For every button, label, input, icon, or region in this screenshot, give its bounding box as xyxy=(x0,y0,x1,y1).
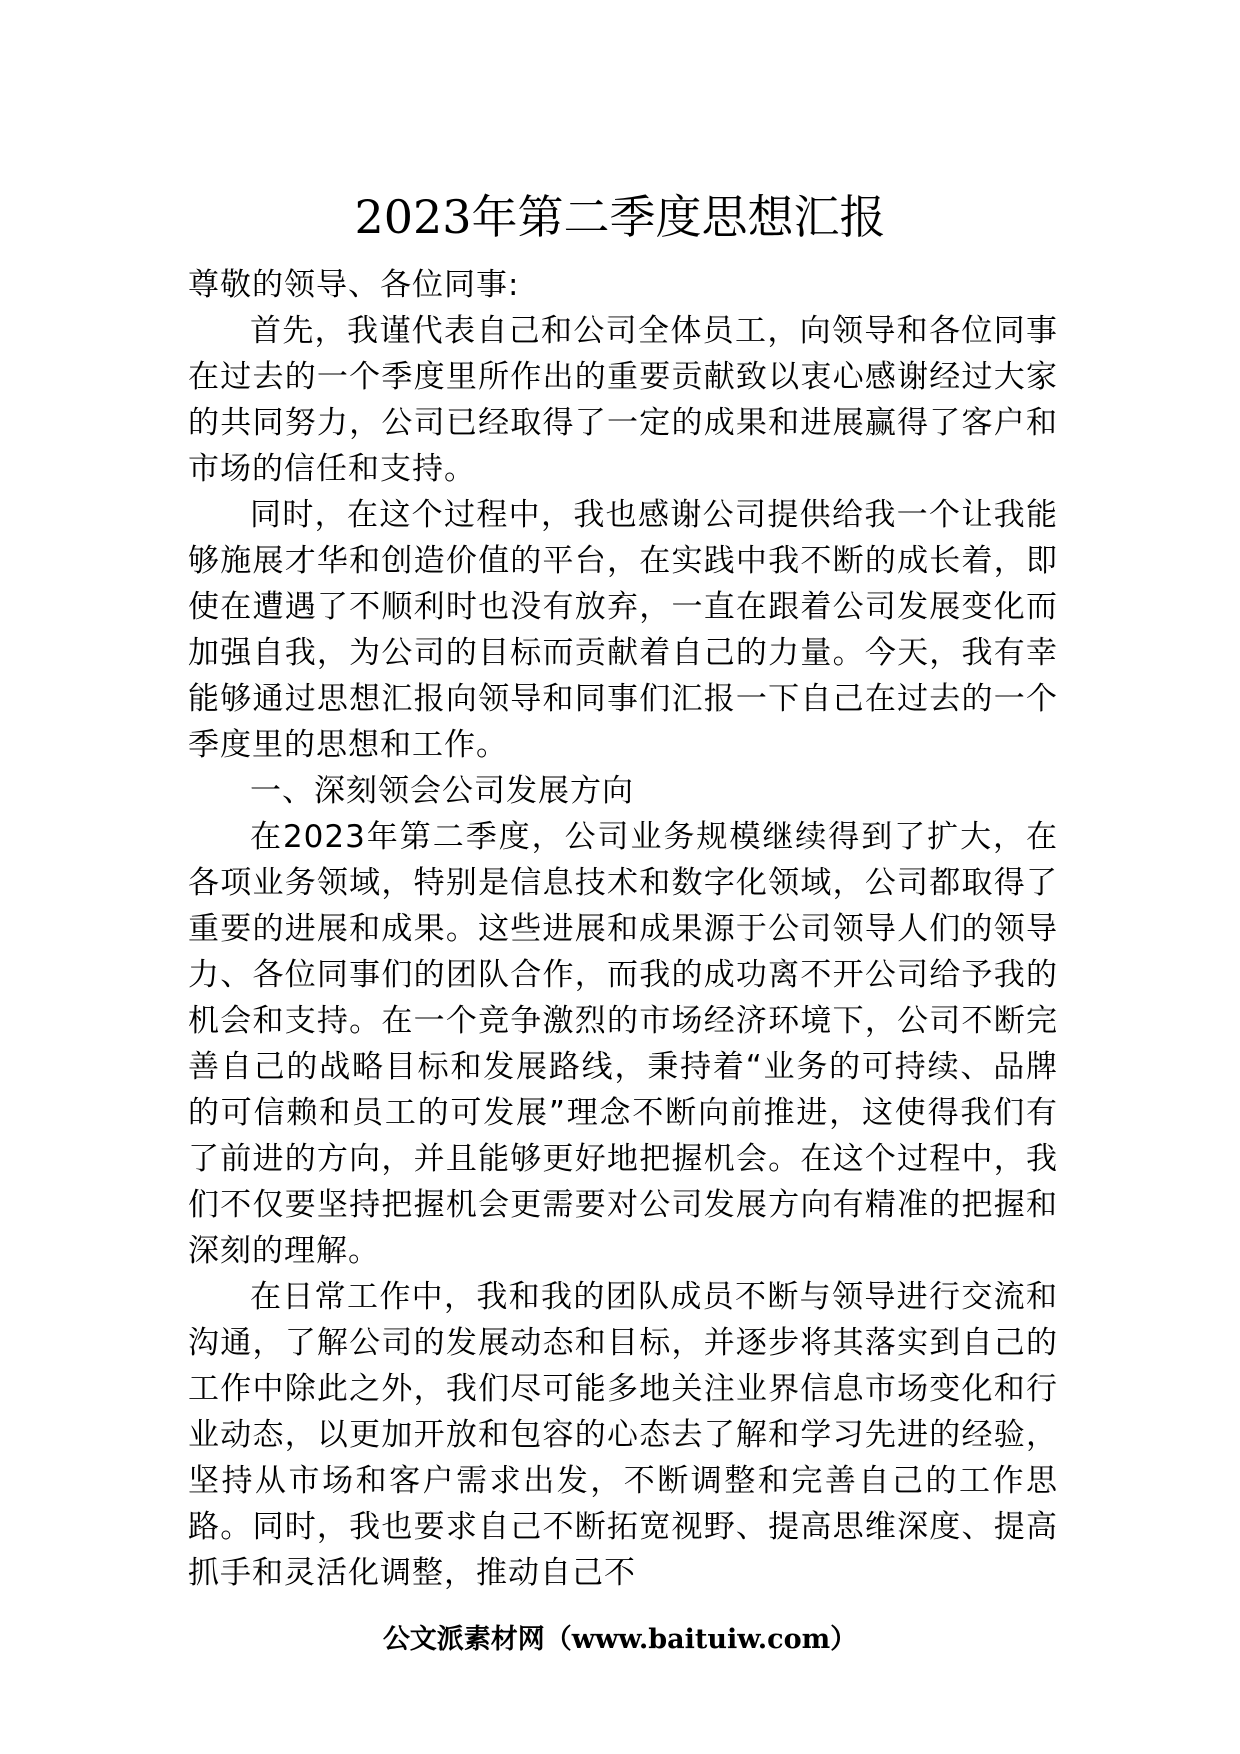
section1-paragraph-1: 在2023年第二季度，公司业务规模继续得到了扩大，在各项业务领域，特别是信息技术和数字化领域，公司都取得了重要的进展和成果。这些进展和成果源于公司领导人们的领导力、各位同事们的团队合作，而我的成功离不开公司给予我的机会和支持。在一个竞争激烈的市场经济环境下，公司不断完善自己的战略目标和发展路线，秉持着“业务的可持续、品牌的可信赖和员工的可发展”理念不断向前推进，这使得我们有了前进的方向，并且能够更好地把握机会。在这个过程中，我们不仅要坚持把握机会更需要对公司发展方向有精准的把握和深刻的理解。 xyxy=(188,819,1058,1269)
footer-watermark: 公文派素材网（www.baituiw.com） xyxy=(382,1624,858,1655)
section1-paragraph-2: 在日常工作中，我和我的团队成员不断与领导进行交流和沟通，了解公司的发展动态和目标，并逐步将其落实到自己的工作中除此之外，我们尽可能多地关注业界信息市场变化和行业动态，以更加开放和包容的心态去了解和学习先进的经验，坚持从市场和客户需求出发，不断调整和完善自己的工作思路。同时，我也要求自己不断拓宽视野、提高思维深度、提高抓手和灵活化调整，推动自己不 xyxy=(188,1279,1058,1591)
document-title: 2023年第二季度思想汇报 xyxy=(354,190,886,244)
salutation: 尊敬的领导、各位同事: xyxy=(188,267,520,303)
paragraph-intro-2: 同时，在这个过程中，我也感谢公司提供给我一个让我能够施展才华和创造价值的平台，在实践中我不断的成长着，即使在遭遇了不顺利时也没有放弃，一直在跟着公司发展变化而加强自我，为公司的目标而贡献着自己的力量。今天，我有幸能够通过思想汇报向领导和同事们汇报一下自己在过去的一个季度里的思想和工作。 xyxy=(188,497,1058,763)
document-body xyxy=(188,262,1058,1596)
section-heading-1: 一、深刻领会公司发展方向 xyxy=(250,773,634,809)
paragraph-intro-1: 首先，我谨代表自己和公司全体员工，向领导和各位同事在过去的一个季度里所作出的重要贡献致以衷心感谢经过大家的共同努力，公司已经取得了一定的成果和进展赢得了客户和市场的信任和支持。 xyxy=(188,313,1058,487)
